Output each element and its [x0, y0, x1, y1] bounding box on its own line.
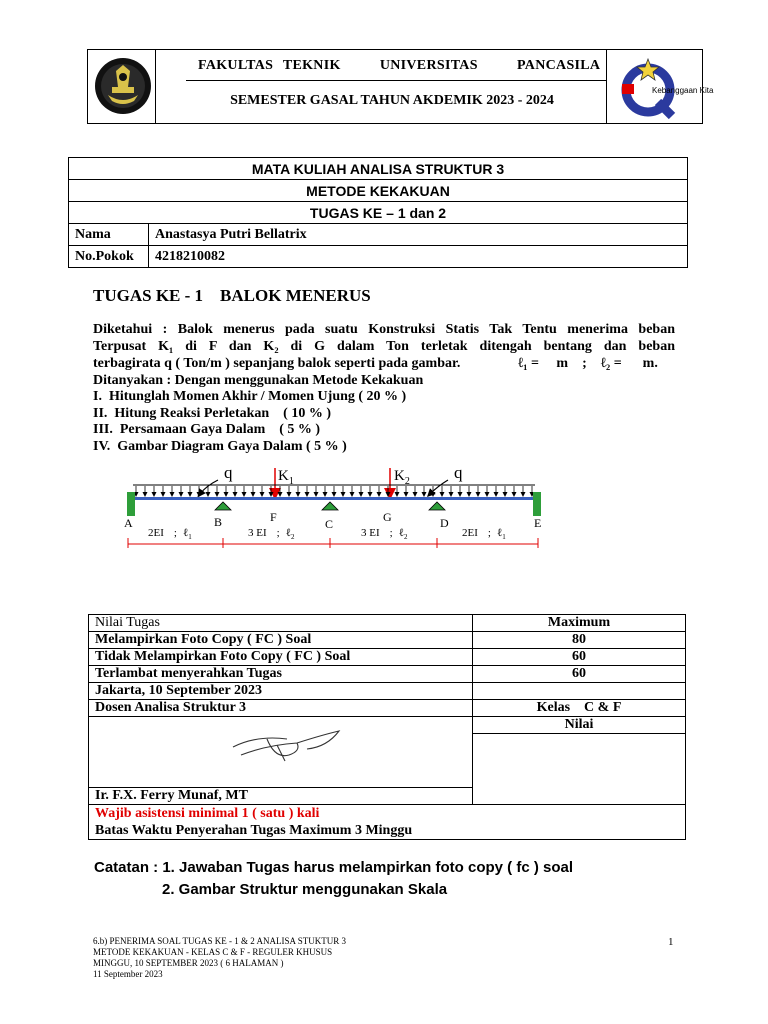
lecturer-signature: [227, 725, 347, 765]
span-label-4: 2EI ; ℓ$_1$: [462, 527, 506, 541]
load-arrow-head: [431, 492, 436, 497]
task-asked: Ditanyakan : Dengan menggunakan Metode Kekakuan: [93, 373, 424, 388]
node-b: B: [214, 515, 223, 529]
task-heading: TUGAS KE - 1 BALOK MENERUS: [93, 286, 371, 305]
support-c: [322, 502, 338, 510]
asistensi-warning: Wajib asistensi minimal 1 ( satu ) kali: [95, 806, 320, 821]
node-a: A: [124, 516, 133, 530]
brand-logo: [614, 56, 714, 120]
load-arrow-head: [269, 492, 274, 497]
beam: [133, 497, 535, 500]
load-arrow-head: [503, 492, 508, 497]
kelas-label: Kelas C & F: [473, 700, 686, 717]
grading-row-label: Melampirkan Foto Copy ( FC ) Soal: [89, 632, 473, 649]
grading-row-value: 60: [473, 666, 686, 683]
lecturer-name: Ir. F.X. Ferry Munaf, MT: [89, 788, 473, 805]
load-arrow-head: [206, 492, 211, 497]
load-arrow-head: [296, 492, 301, 497]
fixed-support-a: [127, 492, 135, 516]
load-arrow-head: [152, 492, 157, 497]
name-value: Anastasya Putri Bellatrix: [149, 224, 688, 246]
task-given-line-2: Terpusat K₁ di F dan K₂ di G dalam Ton terletak ditengah bentang dan beban: [93, 339, 675, 354]
load-arrow-head: [422, 492, 427, 497]
grading-row-label: Tidak Melampirkan Foto Copy ( FC ) Soal: [89, 649, 473, 666]
note-line-1: Catatan : 1. Jawaban Tugas harus melampirkan foto copy ( fc ) soal: [94, 859, 574, 876]
name-label: Nama: [69, 224, 149, 246]
load-arrow-head: [377, 492, 382, 497]
document-header: [87, 49, 714, 124]
load-arrow-head: [350, 492, 355, 497]
course-method: METODE KEKAKUAN: [69, 180, 688, 202]
nilai-label: Nilai: [473, 717, 686, 734]
fixed-support-e: [533, 492, 541, 516]
load-arrow-head: [404, 492, 409, 497]
load-arrow-head: [449, 492, 454, 497]
lecturer-role: Dosen Analisa Struktur 3: [89, 700, 473, 717]
span-label-3: 3 EI ; ℓ$_2$: [361, 527, 408, 541]
task-item-1: I. Hitunglah Momen Akhir / Momen Ujung ( 20 % ): [93, 389, 407, 404]
load-arrow-head: [395, 492, 400, 497]
footer-line-3: MINGGU, 10 SEPTEMBER 2023 ( 6 HALAMAN ): [93, 958, 284, 968]
grading-row-label: Terlambat menyerahkan Tugas: [89, 666, 473, 683]
load-arrow-head: [161, 492, 166, 497]
load-arrow-head: [305, 492, 310, 497]
support-d: [429, 502, 445, 510]
task-item-2: II. Hitung Reaksi Perletakan ( 10 % ): [93, 406, 331, 421]
load-arrow-head: [521, 492, 526, 497]
grading-header-label: Nilai Tugas: [89, 615, 473, 632]
header-separator: [186, 80, 606, 81]
k2-label: $K_2$: [394, 468, 410, 487]
load-arrow-head: [215, 492, 220, 497]
node-f: F: [270, 510, 277, 524]
load-arrow-head: [179, 492, 184, 497]
university-line: FAKULTAS TEKNIK UNIVERSITAS PANCASILA: [198, 58, 601, 73]
course-info-table: [68, 157, 688, 268]
signature-cell: [89, 717, 473, 788]
date-line: Jakarta, 10 September 2023: [89, 683, 473, 700]
brand-logo-text: Kebanggaan Kita: [652, 86, 714, 95]
task-item-3: III. Persamaan Gaya Dalam ( 5 % ): [93, 422, 321, 437]
load-arrow-head: [476, 492, 481, 497]
course-title: MATA KULIAH ANALISA STRUKTUR 3: [69, 158, 688, 180]
node-c: C: [325, 517, 334, 531]
load-arrow-head: [467, 492, 472, 497]
task-given-line-1: Diketahui : Balok menerus pada suatu Konstruksi Statis Tak Tentu menerima beban: [93, 322, 675, 337]
node-g: G: [383, 510, 392, 524]
grading-row-value: 80: [473, 632, 686, 649]
load-arrow-head: [287, 492, 292, 497]
load-arrow-head: [368, 492, 373, 497]
semester-line: SEMESTER GASAL TAHUN AKDEMIK 2023 - 2024: [230, 93, 554, 108]
id-value: 4218210082: [149, 246, 688, 268]
deadline-line: Batas Waktu Penyerahan Tugas Maximum 3 Minggu: [95, 823, 413, 838]
id-label: No.Pokok: [69, 246, 149, 268]
footer-line-1: 6.b) PENERIMA SOAL TUGAS KE - 1 & 2 ANALISA STUKTUR 3: [93, 936, 347, 946]
beam-diagram: [120, 458, 550, 550]
university-logo: [94, 57, 152, 115]
q-right-label: q: [454, 463, 463, 482]
q-left-pointer: [200, 480, 218, 494]
load-arrow-head: [332, 492, 337, 497]
k1-label: $K_1$: [278, 468, 294, 487]
load-arrow-head: [143, 492, 148, 497]
load-arrow-head: [341, 492, 346, 497]
load-arrow-head: [260, 492, 265, 497]
task-item-4: IV. Gambar Diagram Gaya Dalam ( 5 % ): [93, 439, 347, 454]
page-number: 1: [668, 936, 674, 948]
distributed-load-arrows: [134, 486, 535, 497]
load-arrow-head: [170, 492, 175, 497]
load-arrow-head: [386, 492, 391, 497]
grading-row-value: 60: [473, 649, 686, 666]
load-arrow-head: [359, 492, 364, 497]
footer-line-4: 11 September 2023: [93, 969, 163, 979]
grading-table: [88, 614, 686, 840]
load-arrow-head: [458, 492, 463, 497]
grading-header-max: Maximum: [473, 615, 686, 632]
task-given-line-3: terbagirata q ( Ton/m ) sepanjang balok seperti pada gambar.: [93, 356, 461, 371]
node-e: E: [534, 516, 542, 530]
load-arrow-head: [494, 492, 499, 497]
load-arrow-head: [413, 492, 418, 497]
span-label-1: 2EI ; ℓ$_1$: [148, 527, 192, 541]
load-arrow-head: [233, 492, 238, 497]
load-arrow-head: [323, 492, 328, 497]
span-label-2: 3 EI ; ℓ$_2$: [248, 527, 295, 541]
load-arrow-head: [512, 492, 517, 497]
load-arrow-head: [242, 492, 247, 497]
support-b: [215, 502, 231, 510]
load-arrow-head: [197, 492, 202, 497]
footer-line-2: METODE KEKAKUAN - KELAS C & F - REGULER KHUSUS: [93, 947, 333, 957]
load-arrow-head: [251, 492, 256, 497]
task-span-lengths: ℓ₁ = m ; ℓ₂ = m.: [518, 356, 658, 371]
note-line-2: 2. Gambar Struktur menggunakan Skala: [162, 881, 448, 898]
course-assignment: TUGAS KE – 1 dan 2: [69, 202, 688, 224]
nilai-value-cell: [473, 734, 686, 805]
load-arrow-head: [278, 492, 283, 497]
load-arrow-head: [314, 492, 319, 497]
load-arrow-head: [485, 492, 490, 497]
load-arrow-head: [188, 492, 193, 497]
load-arrow-head: [440, 492, 445, 497]
footer: [93, 936, 346, 980]
load-arrow-head: [224, 492, 229, 497]
q-left-label: q: [224, 463, 233, 482]
node-d: D: [440, 516, 449, 530]
